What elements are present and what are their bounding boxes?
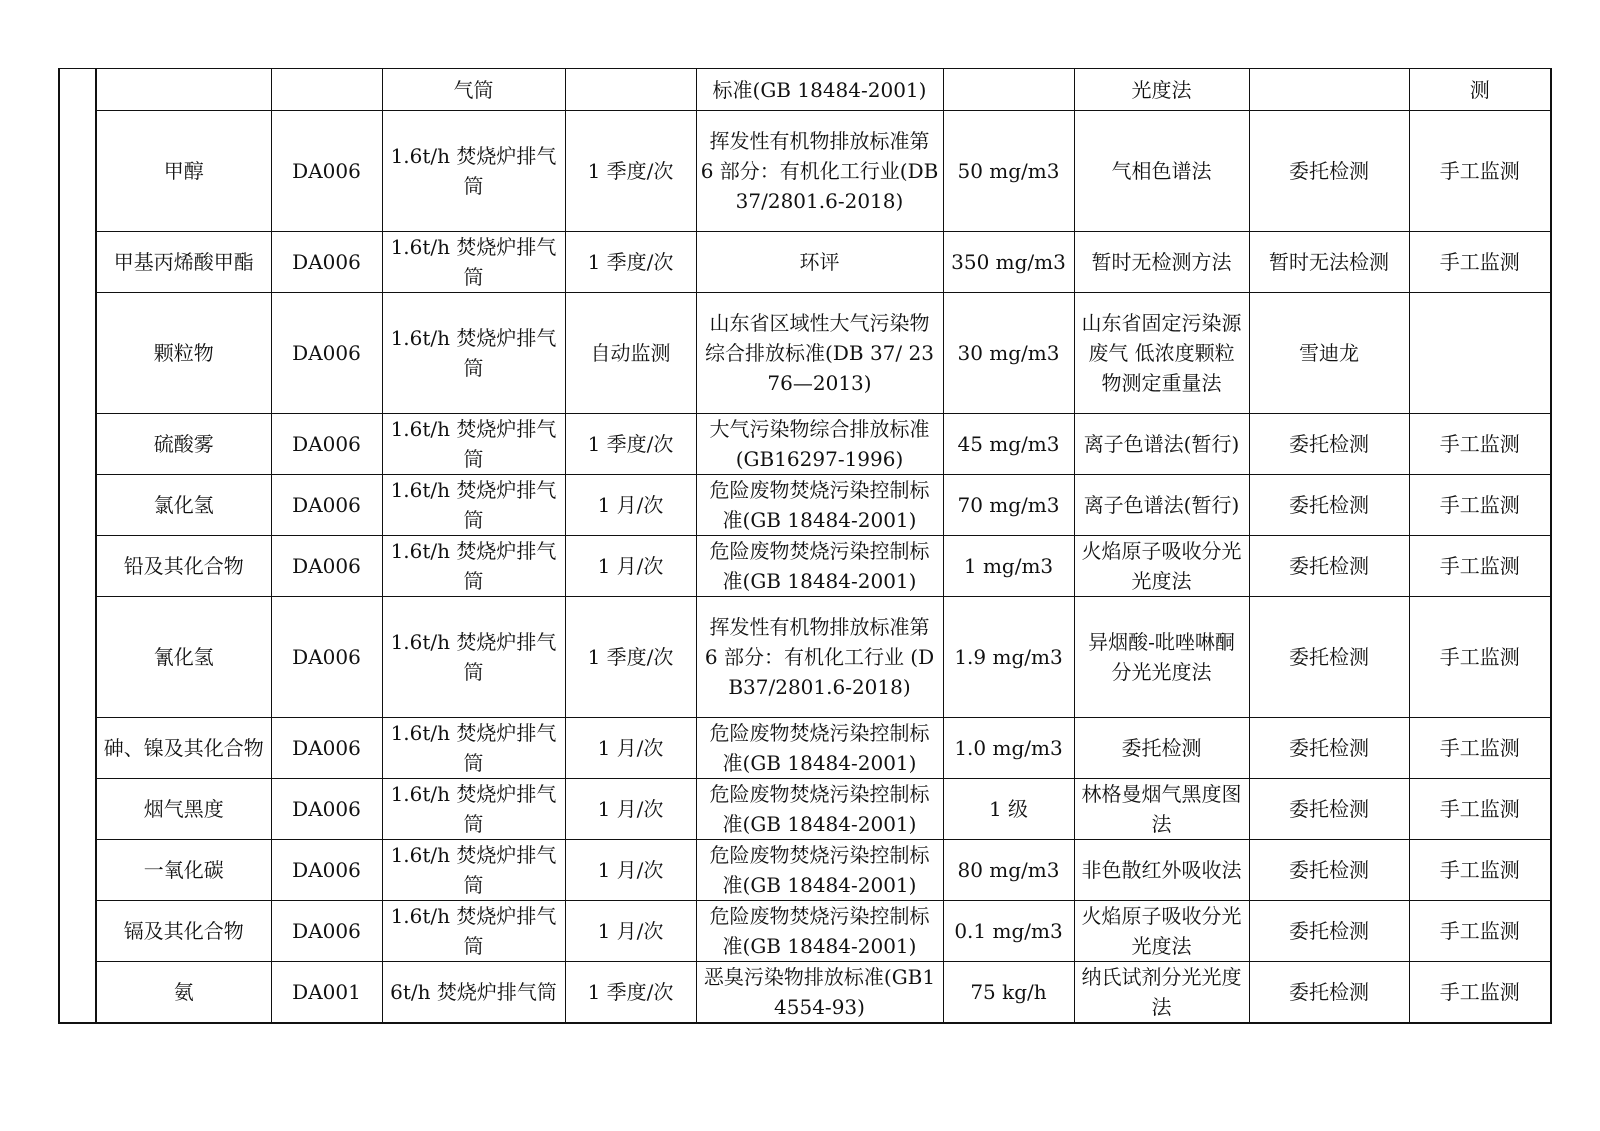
pollutant-cell: 颗粒物 (96, 293, 271, 414)
monitor-type-cell: 委托检测 (1249, 536, 1409, 597)
standard-cell: 挥发性有机物排放标准第 6 部分：有机化工行业 (DB37/2801.6-2018) (696, 597, 943, 718)
frequency-cell: 自动监测 (565, 293, 696, 414)
limit-cell: 1.0 mg/m3 (943, 718, 1074, 779)
limit-cell: 0.1 mg/m3 (943, 901, 1074, 962)
outlet-id-cell: DA006 (271, 840, 382, 901)
monitor-mode-cell (1409, 293, 1551, 414)
monitor-mode-cell: 手工监测 (1409, 718, 1551, 779)
outlet-id-cell: DA001 (271, 962, 382, 1024)
monitor-type-cell: 委托检测 (1249, 901, 1409, 962)
facility-cell: 1.6t/h 焚烧炉排气筒 (382, 840, 565, 901)
limit-cell: 1.9 mg/m3 (943, 597, 1074, 718)
table-row (59, 414, 1551, 475)
method-cell: 气相色谱法 (1074, 111, 1249, 232)
pollutant-cell: 烟气黑度 (96, 779, 271, 840)
standard-cell: 危险废物焚烧污染控制标准(GB 18484-2001) (696, 536, 943, 597)
facility-cell: 1.6t/h 焚烧炉排气筒 (382, 779, 565, 840)
frequency-cell: 1 月/次 (565, 901, 696, 962)
row-group-gutter (59, 69, 96, 1024)
monitor-mode-cell: 手工监测 (1409, 111, 1551, 232)
limit-cell: 30 mg/m3 (943, 293, 1074, 414)
table-row (59, 69, 1551, 111)
frequency-cell: 1 月/次 (565, 718, 696, 779)
standard-cell: 危险废物焚烧污染控制标准(GB 18484-2001) (696, 840, 943, 901)
outlet-id-cell: DA006 (271, 597, 382, 718)
monitor-mode-cell: 手工监测 (1409, 840, 1551, 901)
method-cell: 暂时无检测方法 (1074, 232, 1249, 293)
standard-cell: 大气污染物综合排放标准(GB16297-1996) (696, 414, 943, 475)
limit-cell: 75 kg/h (943, 962, 1074, 1024)
pollutant-cell: 一氧化碳 (96, 840, 271, 901)
monitor-type-cell: 委托检测 (1249, 597, 1409, 718)
frequency-cell: 1 季度/次 (565, 232, 696, 293)
frequency-cell: 1 月/次 (565, 475, 696, 536)
limit-cell: 80 mg/m3 (943, 840, 1074, 901)
table-row (59, 536, 1551, 597)
limit-cell: 70 mg/m3 (943, 475, 1074, 536)
standard-cell: 危险废物焚烧污染控制标准(GB 18484-2001) (696, 718, 943, 779)
monitor-mode-cell: 测 (1409, 69, 1551, 111)
frequency-cell: 1 月/次 (565, 779, 696, 840)
pollutant-cell: 氨 (96, 962, 271, 1024)
facility-cell: 1.6t/h 焚烧炉排气筒 (382, 475, 565, 536)
table-row (59, 962, 1551, 1024)
pollutant-cell: 镉及其化合物 (96, 901, 271, 962)
facility-cell: 1.6t/h 焚烧炉排气筒 (382, 901, 565, 962)
pollutant-cell: 氯化氢 (96, 475, 271, 536)
monitoring-table (58, 68, 1552, 1024)
standard-cell: 挥发性有机物排放标准第 6 部分：有机化工行业(DB37/2801.6-2018) (696, 111, 943, 232)
outlet-id-cell: DA006 (271, 475, 382, 536)
outlet-id-cell: DA006 (271, 111, 382, 232)
monitor-mode-cell: 手工监测 (1409, 597, 1551, 718)
method-cell: 火焰原子吸收分光光度法 (1074, 536, 1249, 597)
table-row (59, 779, 1551, 840)
monitor-type-cell: 委托检测 (1249, 840, 1409, 901)
monitor-mode-cell: 手工监测 (1409, 901, 1551, 962)
facility-cell: 1.6t/h 焚烧炉排气筒 (382, 597, 565, 718)
pollutant-cell: 铅及其化合物 (96, 536, 271, 597)
standard-cell: 危险废物焚烧污染控制标准(GB 18484-2001) (696, 901, 943, 962)
method-cell: 林格曼烟气黑度图法 (1074, 779, 1249, 840)
outlet-id-cell: DA006 (271, 779, 382, 840)
outlet-id-cell: DA006 (271, 536, 382, 597)
limit-cell: 1 mg/m3 (943, 536, 1074, 597)
monitor-type-cell: 委托检测 (1249, 779, 1409, 840)
monitor-mode-cell: 手工监测 (1409, 536, 1551, 597)
monitoring-table-page (58, 68, 1550, 1024)
frequency-cell: 1 月/次 (565, 536, 696, 597)
pollutant-cell: 氰化氢 (96, 597, 271, 718)
limit-cell (943, 69, 1074, 111)
facility-cell: 1.6t/h 焚烧炉排气筒 (382, 111, 565, 232)
table-body (59, 69, 1551, 1024)
monitor-mode-cell: 手工监测 (1409, 475, 1551, 536)
standard-cell: 危险废物焚烧污染控制标准(GB 18484-2001) (696, 779, 943, 840)
frequency-cell: 1 月/次 (565, 840, 696, 901)
monitor-type-cell: 委托检测 (1249, 962, 1409, 1024)
table-row (59, 232, 1551, 293)
frequency-cell: 1 季度/次 (565, 414, 696, 475)
method-cell: 离子色谱法(暂行) (1074, 475, 1249, 536)
frequency-cell: 1 季度/次 (565, 962, 696, 1024)
facility-cell: 1.6t/h 焚烧炉排气筒 (382, 536, 565, 597)
method-cell: 山东省固定污染源废气 低浓度颗粒物测定重量法 (1074, 293, 1249, 414)
frequency-cell (565, 69, 696, 111)
outlet-id-cell: DA006 (271, 901, 382, 962)
method-cell: 非色散红外吸收法 (1074, 840, 1249, 901)
monitor-type-cell: 委托检测 (1249, 414, 1409, 475)
outlet-id-cell: DA006 (271, 293, 382, 414)
pollutant-cell: 甲醇 (96, 111, 271, 232)
outlet-id-cell: DA006 (271, 232, 382, 293)
facility-cell: 1.6t/h 焚烧炉排气筒 (382, 718, 565, 779)
method-cell: 光度法 (1074, 69, 1249, 111)
monitor-mode-cell: 手工监测 (1409, 232, 1551, 293)
monitor-type-cell: 委托检测 (1249, 111, 1409, 232)
monitor-type-cell: 雪迪龙 (1249, 293, 1409, 414)
frequency-cell: 1 季度/次 (565, 111, 696, 232)
facility-cell: 1.6t/h 焚烧炉排气筒 (382, 232, 565, 293)
limit-cell: 1 级 (943, 779, 1074, 840)
pollutant-cell (96, 69, 271, 111)
limit-cell: 45 mg/m3 (943, 414, 1074, 475)
standard-cell: 环评 (696, 232, 943, 293)
monitor-mode-cell: 手工监测 (1409, 779, 1551, 840)
facility-cell: 6t/h 焚烧炉排气筒 (382, 962, 565, 1024)
monitor-type-cell: 暂时无法检测 (1249, 232, 1409, 293)
outlet-id-cell: DA006 (271, 718, 382, 779)
limit-cell: 350 mg/m3 (943, 232, 1074, 293)
method-cell: 纳氏试剂分光光度法 (1074, 962, 1249, 1024)
method-cell: 火焰原子吸收分光光度法 (1074, 901, 1249, 962)
frequency-cell: 1 季度/次 (565, 597, 696, 718)
table-row (59, 475, 1551, 536)
method-cell: 离子色谱法(暂行) (1074, 414, 1249, 475)
standard-cell: 危险废物焚烧污染控制标准(GB 18484-2001) (696, 475, 943, 536)
outlet-id-cell (271, 69, 382, 111)
standard-cell: 标准(GB 18484-2001) (696, 69, 943, 111)
facility-cell: 1.6t/h 焚烧炉排气筒 (382, 414, 565, 475)
table-row (59, 901, 1551, 962)
monitor-type-cell: 委托检测 (1249, 718, 1409, 779)
table-row (59, 293, 1551, 414)
monitor-type-cell: 委托检测 (1249, 475, 1409, 536)
table-row (59, 111, 1551, 232)
table-row (59, 718, 1551, 779)
method-cell: 异烟酸-吡唑啉酮分光光度法 (1074, 597, 1249, 718)
monitor-type-cell (1249, 69, 1409, 111)
outlet-id-cell: DA006 (271, 414, 382, 475)
monitor-mode-cell: 手工监测 (1409, 414, 1551, 475)
table-row (59, 597, 1551, 718)
pollutant-cell: 甲基丙烯酸甲酯 (96, 232, 271, 293)
method-cell: 委托检测 (1074, 718, 1249, 779)
standard-cell: 恶臭污染物排放标准(GB14554-93) (696, 962, 943, 1024)
limit-cell: 50 mg/m3 (943, 111, 1074, 232)
pollutant-cell: 硫酸雾 (96, 414, 271, 475)
pollutant-cell: 砷、镍及其化合物 (96, 718, 271, 779)
facility-cell: 1.6t/h 焚烧炉排气筒 (382, 293, 565, 414)
table-row (59, 840, 1551, 901)
monitor-mode-cell: 手工监测 (1409, 962, 1551, 1024)
standard-cell: 山东省区域性大气污染物综合排放标准(DB 37/ 2376—2013) (696, 293, 943, 414)
facility-cell: 气筒 (382, 69, 565, 111)
